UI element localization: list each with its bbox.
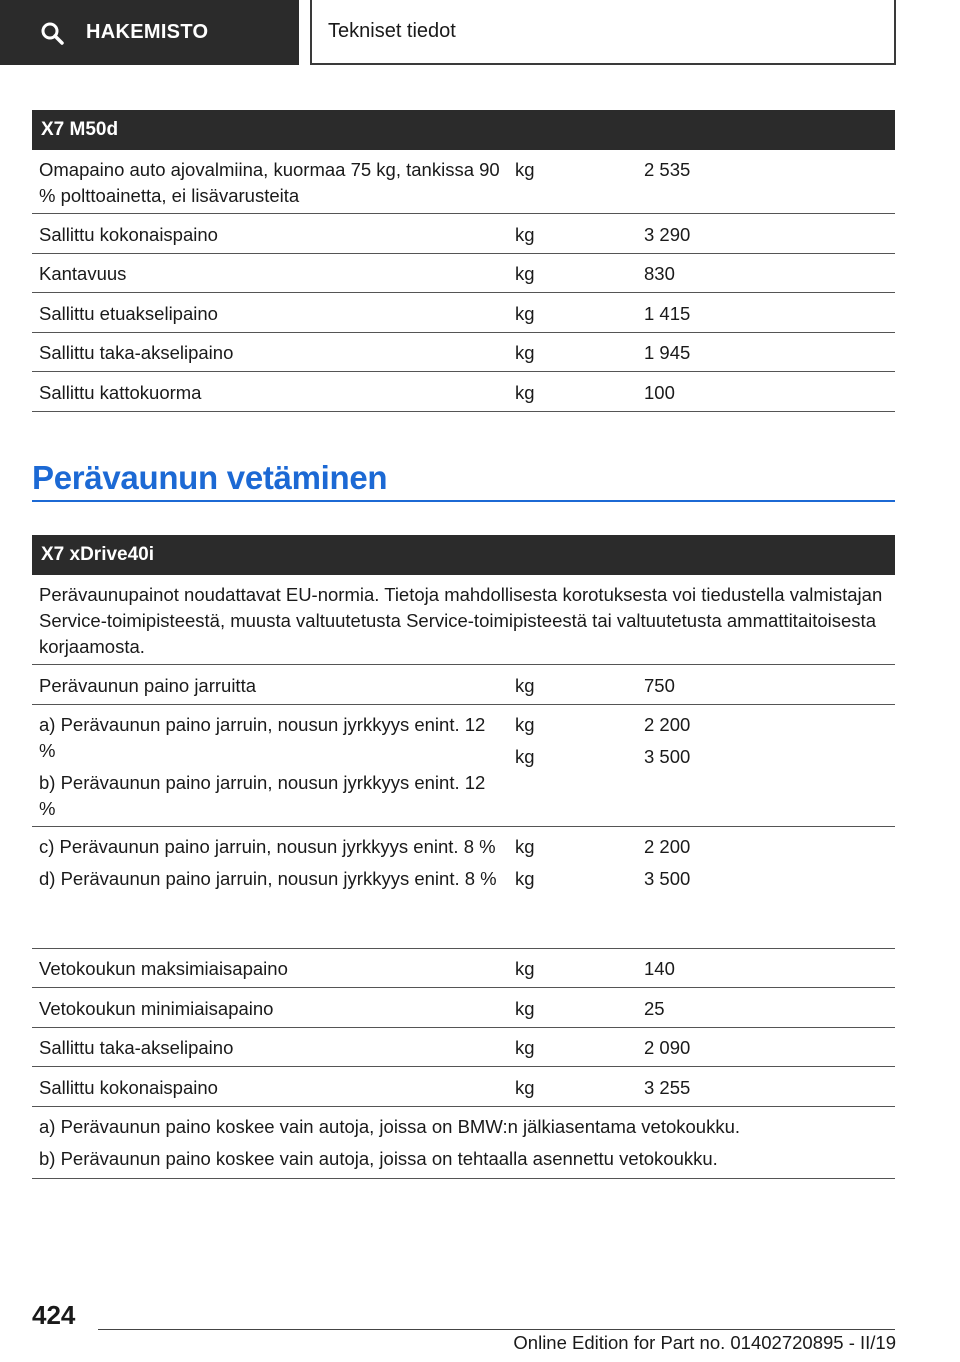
row-unit: kg: [515, 998, 535, 1019]
row-value: 830: [644, 263, 675, 284]
table-row: [32, 705, 895, 827]
towing-table-xdrive40i: [32, 535, 895, 1179]
table-row: [32, 333, 895, 372]
row-value: [635, 834, 895, 948]
row-unit: [506, 712, 635, 826]
row-value: 25: [644, 998, 665, 1019]
top-bar: [0, 0, 960, 66]
row-unit: kg: [515, 303, 535, 324]
row-unit-d: kg: [515, 868, 535, 889]
table-row: [32, 214, 895, 254]
table-notes: [32, 1114, 895, 1178]
table-row: [32, 949, 895, 988]
row-label: Kantavuus: [39, 263, 127, 284]
row-value-c: 2 200: [644, 836, 691, 857]
table-title: X7 M50d: [32, 110, 895, 150]
table-row: [32, 1028, 895, 1067]
table-row: [32, 1067, 895, 1107]
row-value: 1 945: [644, 342, 691, 363]
row-unit-a: kg: [515, 714, 535, 735]
row-label-a: a) Perävaunun paino jarruin, nousun jyrkkyys enint. 12 %: [39, 714, 486, 761]
row-value-d: 3 500: [644, 868, 691, 889]
table-row: [32, 665, 895, 705]
row-unit: kg: [515, 263, 535, 284]
row-unit: kg: [515, 958, 535, 979]
table-row: [32, 150, 895, 214]
row-label: Sallittu kattokuorma: [39, 382, 202, 403]
note-a: a) Perävaunun paino koskee vain autoja, joissa on BMW:n jälkiasentama vetokoukku.: [39, 1116, 741, 1137]
row-label: Sallittu taka-akselipaino: [39, 342, 234, 363]
row-value-a: 2 200: [644, 714, 691, 735]
row-unit-c: kg: [515, 836, 535, 857]
table-intro-row: [32, 575, 895, 665]
index-button-label: HAKEMISTO: [86, 21, 209, 43]
row-value: 140: [644, 958, 675, 979]
row-label: Vetokoukun maksimiaisapaino: [39, 958, 288, 979]
row-unit: kg: [515, 159, 535, 180]
table-row: [32, 827, 895, 949]
table-title: X7 xDrive40i: [32, 535, 895, 575]
row-label: Sallittu taka-akselipaino: [39, 1037, 234, 1058]
row-label: Sallittu kokonaispaino: [39, 1077, 218, 1098]
row-value-b: 3 500: [644, 746, 691, 767]
index-button[interactable]: [0, 0, 299, 65]
row-label: Sallittu etuakselipaino: [39, 303, 218, 324]
row-label-b: b) Perävaunun paino jarruin, nousun jyrkkyys enint. 12 %: [39, 772, 486, 819]
table-notes-row: [32, 1107, 895, 1179]
table-row: [32, 254, 895, 293]
row-unit: kg: [515, 1077, 535, 1098]
row-label: Sallittu kokonaispaino: [39, 224, 218, 245]
row-value: 2 090: [644, 1037, 691, 1058]
row-value: 750: [644, 675, 675, 696]
row-label-d: d) Perävaunun paino jarruin, nousun jyrkkyys enint. 8 %: [39, 868, 497, 889]
row-unit-b: kg: [515, 746, 535, 767]
row-unit: kg: [515, 342, 535, 363]
intro-text: Perävaunupainot noudattavat EU-normia. Tietoja mahdollisesta korotuksesta voi tiedustella valmistajan Service-toimipisteestä, muusta valtuutetusta Service-toimipisteestä tai valtuutetusta ammattitaitoisesta korjaamosta.: [39, 584, 883, 657]
weights-table-m50d: [32, 110, 895, 412]
row-label: Perävaunun paino jarruitta: [39, 675, 257, 696]
row-label: [32, 712, 506, 826]
row-unit: kg: [515, 1037, 535, 1058]
row-value: 3 255: [644, 1077, 691, 1098]
row-label-c: c) Perävaunun paino jarruin, nousun jyrkkyys enint. 8 %: [39, 836, 496, 857]
page-number: 424: [32, 1300, 76, 1330]
row-label: Omapaino auto ajovalmiina, kuormaa 75 kg, tankissa 90 % polttoainetta, ei lisävarusteita: [39, 159, 500, 206]
table-row: [32, 293, 895, 333]
edition-text: Online Edition for Part no. 01402720895 - II/19: [513, 1332, 896, 1353]
row-value: 3 290: [644, 224, 691, 245]
table-row: [32, 372, 895, 412]
row-unit: kg: [515, 675, 535, 696]
footer-divider: [98, 1329, 895, 1330]
row-label: Vetokoukun minimiaisapaino: [39, 998, 274, 1019]
search-icon: [40, 20, 66, 46]
table-row: [32, 988, 895, 1028]
row-value: 100: [644, 382, 675, 403]
row-value: 2 535: [644, 159, 691, 180]
row-unit: kg: [515, 224, 535, 245]
note-b: b) Perävaunun paino koskee vain autoja, joissa on tehtaalla asennettu vetokoukku.: [39, 1148, 718, 1169]
section-title: Perävaunun vetäminen: [32, 458, 895, 502]
row-value: 1 415: [644, 303, 691, 324]
chapter-title-link[interactable]: [310, 0, 896, 65]
row-value: [635, 712, 895, 826]
row-unit: [506, 834, 635, 948]
chapter-title: Tekniset tiedot: [328, 20, 456, 42]
row-label: [32, 834, 506, 948]
row-unit: kg: [515, 382, 535, 403]
